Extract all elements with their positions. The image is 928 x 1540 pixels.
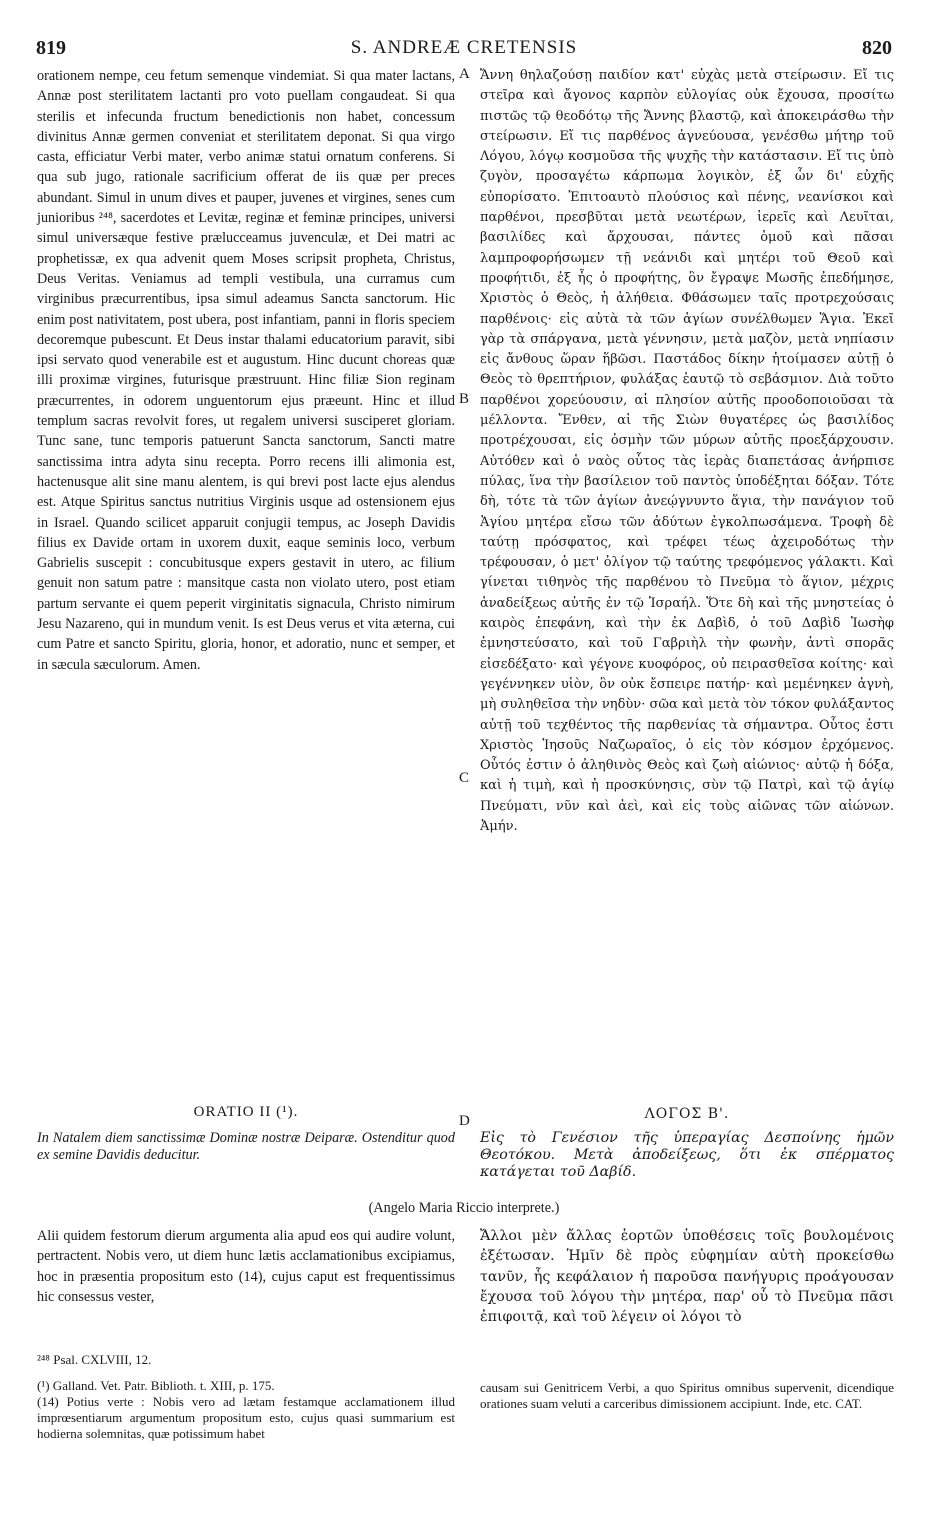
running-title: S. ANDREÆ CRETENSIS [350,37,578,58]
footnote-galland: (¹) Galland. Vet. Patr. Biblioth. t. XIII, p. 175. [37,1378,275,1393]
latin-intro-text: Alii quidem festorum dierum argumenta alia apud eos qui audire volunt, pertractent. Nobis vero, ut diem hunc lætis acclamationibus excipiamus, hoc in præsentia propositum esto (14), cujus caput est frequentissimus hic consessus vester, [37,1228,455,1305]
greek-body-text: Ἄννη θηλαζούσῃ παιδίον κατ' εὐχὰς μετὰ στείρωσιν. Εἴ τις στεῖρα καὶ ἄγονος καρπὸν εὐλογίας οὐκ ἔχουσα, προσίτω πιστῶς τῷ θεοδότῳ τῆς Ἄννης βλαστῷ, καὶ ἀποκειράσθω τὴν στείρωσιν. Εἴ τις παρθένος ἁγνεύουσα, γενέσθω μήτηρ τοῦ Λόγου, λόγῳ κοσμοῦσα τῆς ψυχῆς τὴν κατάστασιν. Εἴ τις ὑπὸ ζυγὸν, προσαγέτω κάρπωμα λογικὸν, ἐξ ὧν δι' εὐχῆς εὐπορίσατο. Ἐπιτοαυτὸ πλούσιος καὶ πένης, νεανίσκοι καὶ παρθένοι, πρεσβῦται μετὰ νεωτέρων, ἱερεῖς καὶ Λευῖται, βασιλίδες καὶ ἄρχουσαι, πάντες ὁμοῦ καὶ πᾶσαι λαμπροφορήσωμεν τῇ νεάνιδι καὶ μητέρι τοῦ Θεοῦ καὶ προφήτιδι, ἐξ ἧς ὁ προφήτης, ὃν ἔγραψε Μωσῆς ἐπεδήμησε, Χριστὸς ὁ Θεὸς, ἡ ἀλήθεια. Φθάσωμεν ταῖς προτρεχούσαις παρθένοις· εἰς αὐτὰ τὰ τῶν ἁγίων συνέλθωμεν Ἅγια. Ἐκεῖ γὰρ τὰ σπάργανα, μετὰ γέννησιν, μετὰ μαζὸν, μετὰ νηπίασιν εἰς ἄνθους ὥραν ἥβῶσι. Παστάδος δίκην ἡτοίμασεν αὐτῇ ὁ Θεὸς τὸ θρεπτήριον, φυλάξας ἑαυτῷ τὸ σεβάσμιον. Διὰ τοῦτο παρθένοι χορεύουσιν, αἱ πλησίον αὐτῆς προοδοποιοῦσαι τὰ μέλλοντα. Ἔνθεν, αἱ τῆς Σιὼν θυγατέρες ὡς βασιλίδος προτρέχουσαι, εἰς ὀσμὴν τῶν μύρων αὐτῆς προεξάρχουσιν. Αὐτόθεν καὶ ὁ ναὸς οὗτος τὰς ἱερὰς διαπετάσας ἀνήρπισε πύλας, ἵνα τὴν βασίλειον τοῦ παντὸς ὑποδέξηται δόξαν. Τότε δὴ, τότε τὰ τῶν ἁγίων ἀνεῴγνυντο ἅγια, τὴν πανάγιον τοῦ Ἁγίου μητέρα εἴσω τῶν ἀδύτων ἐγκολπωσάμενα. Τροφὴ δὲ ταύτῃ πρόσφατος, καὶ τρέφει τέως ἀχειροδότως τὴν τρέφουσαν, ὁ μετ' ὀλίγον τῷ ταύτης τρεφόμενος γάλακτι. Καὶ γίνεται τιθηνὸς τῆς παρθένου τὸ Πνεῦμα τὸ ἅγιον, μέχρις ἀναδείξεως αὐτῆς ἐν τῷ Ἰσραήλ. Ὅτε δὴ καὶ τῆς μνηστείας ὁ καιρὸς ἐπεφάνη, καὶ τὴν ἐκ Δαβὶδ, ὁ τοῦ Δαβὶδ Ἰωσὴφ ἐμνηστεύσατο, καὶ τοῦ Γαβριὴλ τὴν φωνὴν, ἀντὶ σπορᾶς εἰσεδέξατο· καὶ γέγονε κυοφόρος, οὐ πειρασθεῖσα κοίτης· καὶ γεγέννηκεν υἱὸν, ὃν οὐκ ἔσπειρε πατήρ· καὶ μεμένηκεν ἁγνὴ, μὴ συληθεῖσα τὴν νηδὺν· σῶα καὶ μετὰ τὸν τόκον φυλάξαντος αὐτῇ τοῦ τεχθέντος τῆς παρθενίας τὰ σήμαντρα. Οὗτος ἐστι Χριστὸς Ἰησοῦς Ναζωραῖος, ὁ εἰς τὸν κόσμον ἐρχόμενος. Οὗτός ἐστιν ὁ ἀληθινὸς Θεὸς καὶ ζωὴ αἰώνιος· αὐτῷ ἡ δόξα, καὶ ἡ τιμὴ, καὶ ἡ προσκύνησις, σὺν τῷ Πατρὶ, καὶ τῷ ἁγίῳ Πνεύματι, νῦν καὶ ἀεὶ, καὶ εἰς τοὺς αἰῶνας τῶν αἰώνων. Ἀμήν. [480,68,894,834]
footnote-14-right: causam sui Genitricem Verbi, a quo Spiritus omnibus supervenit, dicendique orationes suam veluti a carceribus dimissionem accipiunt. Inde, etc. CAT. [480,1380,894,1411]
margin-marker-a: A [459,66,470,82]
footnotes-left [37,1352,455,1442]
greek-logos-heading: ΛΟΓΟΣ Β'. [644,1106,730,1122]
page-number-left: 819 [36,36,66,59]
greek-intro-text: Ἄλλοι μὲν ἄλλας ἑορτῶν ὑποθέσεις τοῖς βουλομένοις ἐξέτωσαν. Ἡμῖν δὲ πρὸς εὐφημίαν αὐτὴ προκείσθω τανῦν, ἧς κεφάλαιον ἡ παροῦσα πανήγυρις προάγουσαν ἔχουσα τοῦ λόγου τὴν μητέρα, παρ' οὗ τὸ Πνεῦμα πᾶσι ἐπιφοιτᾷ, καὶ τοῦ λέγειν οἱ λόγοι τὸ [480,1228,894,1326]
margin-marker-d: D [459,1113,470,1129]
margin-marker-b: B [459,391,470,407]
latin-oratio-subtitle: In Natalem diem sanctissimæ Dominæ nostræ Deiparæ. Ostenditur quod ex semine Davidis deducitur. [37,1130,455,1163]
latin-column [37,66,455,675]
footnote-14-left: (14) Potius verte : Nobis vero ad lætam festamque acclamationem illud imprœsentiarum argumentum propositum esto, cujus quasi summarium est hodierna solemnitas, quæ potissimum habet [37,1394,455,1441]
page-header [36,34,892,62]
latin-oratio-heading: ORATIO II (¹). [193,1104,299,1120]
interpreter-note: (Angelo Maria Riccio interprete.) [368,1200,560,1216]
footnote-psalm: ²⁴⁸ Psal. CXLVIII, 12. [37,1352,152,1367]
latin-body-text: orationem nempe, ceu fetum semenque vindemiat. Si qua mater lactans, Annæ post sterilitatem lactanti pro voto puellam congaudeat. Si qua sterilis et infecunda fructum benedictionis non habet, concessum divinitus Annæ germen conveniat et sterilitatem deponat. Si qua virgo casta, efficiatur Verbi mater, verbo animæ statui ornatum conferens. Si qua sub jugo, rationale sacrificium offerat de iis quæ per preces abundant. Simul in unum dives et pauper, juvenes et virgines, senes cum junioribus ²⁴⁸, sacerdotes et Levitæ, reginæ et feminæ principes, universi simul universæque festive prælucceamus juvenculæ, et Dei matri ac prophetissæ, ex qua advenit quem Moses scripsit propheta, Christus, Deus Veritas. Veniamus ad templi vestibula, una curramus cum virginibus præcurrentibus, ipsa simul adeamus Sancta sanctorum. Hic enim post nativitatem, post ubera, post infantiam, panni in floris speciem decoremque pubescunt. Et Deus instar thalami educatorium paravit, sibi ipsi servato quod venerabile est et augustum. Hinc ducunt choreas quæ illi proximæ virgines, futurisque præstruunt. Hinc filiæ Sion reginam præcurrentes, in odorem unguentorum ejus præeunt. Hinc et illud templum sacras revolvit fores, ut regalem universi susciperet gloriam. Tunc sane, tunc temporis patuerunt Sancta sanctorum, Sancti matre sanctissima intra adyta sinu recepta. Porro recens illi alimonia est, hactenusque alit sine manu alentem, is qui brevi post lacte ejus alendus est. Atque Spiritus sanctus nutritius Virginis usque ad ostensionem ejus in Israel. Quando scilicet apparuit conjugii tempus, ac Joseph Davidis filius ex Davide ortam in uxorem duxit, eaque seminis loco, verbum Gabrielis suscepit : concubitusque expers gestavit in utero, ac filium genuit non satum patre : mansitque casta non violato utero, post etiam partum servante ei quem peperit virginitatis signacula, Christo nimirum Jesu Nazareno, qui in mundum venit. Is est Deus verus et vita æterna, cui cum Patre et sancto Spiritu, gloria, honor, et adoratio, nunc et semper, et in sæcula sæculorum. Amen. [37,68,455,673]
greek-logos-subtitle: Εἰς τὸ Γενέσιον τῆς ὑπεραγίας Δεσποίνης ἡμῶν Θεοτόκου. Μετὰ ἀποδείξεως, ὅτι ἐκ σπέρματος κατάγεται τοῦ Δαβίδ. [480,1130,894,1180]
greek-column [480,66,894,837]
footnotes-right [480,1380,894,1412]
margin-marker-c: C [459,770,470,786]
page-number-right: 820 [861,36,892,59]
